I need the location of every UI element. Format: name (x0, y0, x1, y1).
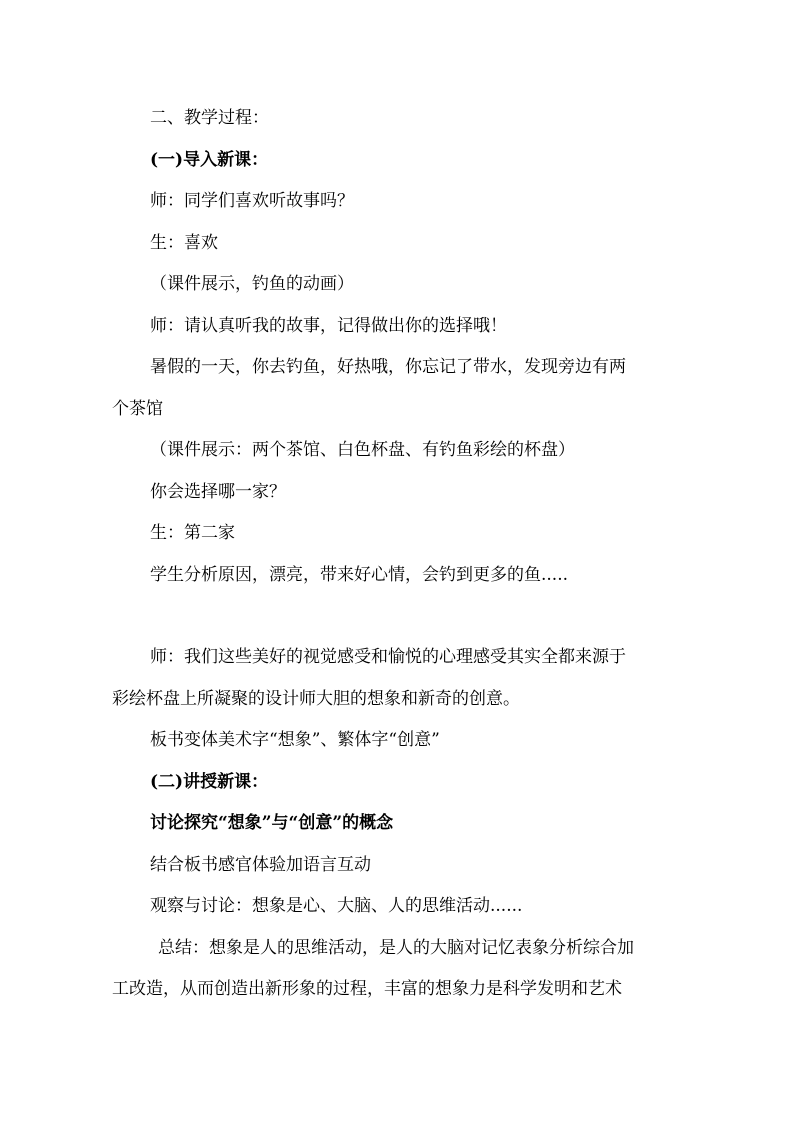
paragraph-line: 师：同学们喜欢听故事吗？ (150, 191, 354, 211)
paragraph-line: （课件展示：两个茶馆、白色杯盘、有钓鱼彩绘的杯盘） (150, 440, 575, 460)
paragraph-line: 暑假的一天，你去钓鱼，好热哦，你忘记了带水，发现旁边有两 (150, 357, 626, 377)
paragraph-line: 板书变体美术字“想象”、繁体字“创意” (150, 730, 440, 750)
subheading-new-lesson: (二)讲授新课： (150, 772, 269, 792)
paragraph-line: 生：第二家 (150, 523, 235, 543)
subheading-introduction: (一)导入新课： (150, 150, 269, 170)
section-heading-teaching-process: 二、教学过程： (150, 108, 269, 128)
paragraph-line: 观察与讨论：想象是心、大脑、人的思维活动...... (150, 896, 523, 916)
paragraph-line: 你会选择哪一家？ (150, 482, 286, 502)
paragraph-line: 学生分析原因，漂亮，带来好心情，会钓到更多的鱼..... (150, 565, 569, 585)
paragraph-line: 生：喜欢 (150, 233, 218, 253)
paragraph-line: 总结：想象是人的思维活动，是人的大脑对记忆表象分析综合加 (158, 938, 634, 958)
paragraph-line: 师：请认真听我的故事，记得做出你的选择哦！ (150, 316, 507, 336)
paragraph-line: 彩绘杯盘上所凝聚的设计师大胆的想象和新奇的创意。 (112, 689, 520, 709)
paragraph-line: 个茶馆 (112, 399, 163, 419)
paragraph-line: （课件展示，钓鱼的动画） (150, 274, 354, 294)
paragraph-line: 结合板书感官体验加语言互动 (150, 855, 371, 875)
paragraph-line: 师：我们这些美好的视觉感受和愉悦的心理感受其实全都来源于 (150, 647, 626, 667)
paragraph-line: 工改造，从而创造出新形象的过程，丰富的想象力是科学发明和艺术 (112, 979, 622, 999)
subheading-discussion: 讨论探究“想象”与“创意”的概念 (150, 813, 394, 833)
